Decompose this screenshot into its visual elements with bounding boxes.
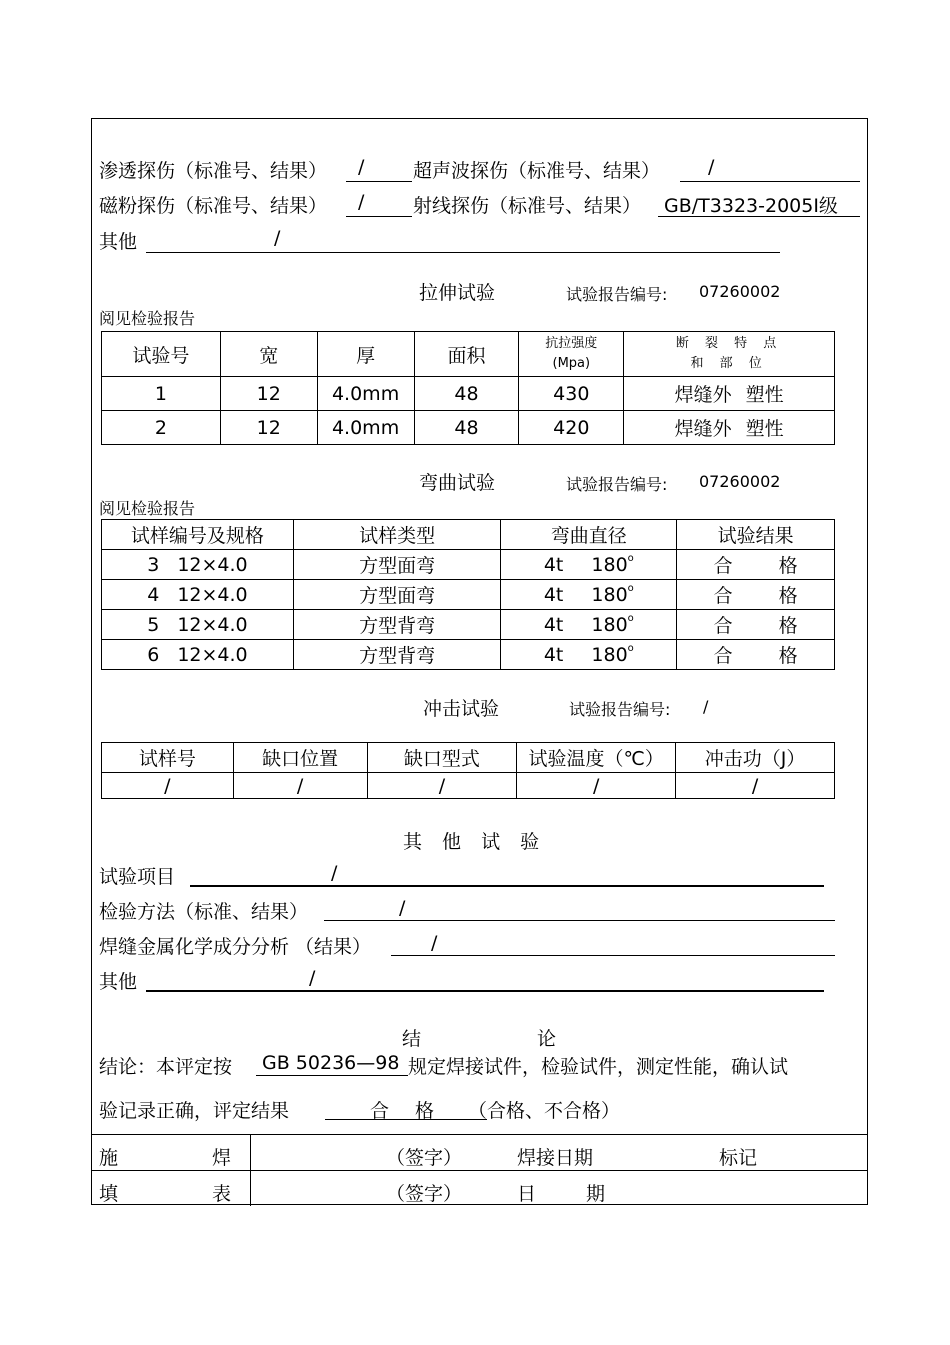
tensile-cell: 1 [102, 377, 221, 411]
impact-header-row [102, 743, 835, 773]
tensile-header-area: 面积 [414, 332, 519, 377]
other-method-value[interactable]: / [399, 897, 406, 919]
bend-report-label: 试验报告编号: [566, 475, 668, 494]
bend-title: 弯曲试验 [419, 472, 496, 494]
bend-cell: 合 格 [677, 640, 835, 670]
tensile-header-strength-1: 抗拉强度 [545, 336, 598, 351]
bend-header-diameter: 弯曲直径 [501, 520, 677, 550]
conclusion-text2: 验记录正确，评定结果 [99, 1100, 290, 1122]
bend-cell: 合 格 [677, 580, 835, 610]
bend-table [101, 519, 835, 670]
table-row [102, 640, 835, 670]
bend-cell: 5 12×4.0 [102, 610, 294, 640]
tensile-header-fracture-1: 断 裂 特 点 [675, 336, 783, 351]
bend-header-result: 试验结果 [677, 520, 835, 550]
other-tests-title: 其 他 试 验 [403, 831, 540, 853]
tensile-header-strength-2: (Mpa) [552, 356, 591, 371]
tensile-cell: 焊缝外 塑性 [624, 377, 835, 411]
conclusion-standard[interactable]: GB 50236—98 [262, 1052, 400, 1074]
table-row [102, 377, 835, 411]
other-chem-label: 焊缝金属化学成分分析 （结果） [99, 936, 372, 958]
magnetic-underline [346, 216, 412, 217]
bend-cell: 合 格 [677, 550, 835, 580]
radiographic-value[interactable]: GB/T3323-2005Ⅰ级 [664, 195, 838, 217]
tensile-table [101, 331, 835, 445]
other-other-value[interactable]: / [309, 967, 316, 989]
tensile-cell: 2 [102, 411, 221, 445]
ultrasonic-underline [680, 181, 860, 182]
bend-report-no: 07260002 [699, 472, 781, 491]
bend-cell [501, 610, 677, 640]
tensile-cell: 焊缝外 塑性 [624, 411, 835, 445]
tensile-cell: 12 [220, 411, 317, 445]
other-item-label: 试验项目 [99, 866, 176, 888]
weld-label: 施 焊 [99, 1147, 232, 1169]
penetrant-label: 渗透探伤（标准号、结果） [99, 160, 328, 182]
table-row [102, 411, 835, 445]
impact-header-notch-position: 缺口位置 [233, 743, 367, 773]
tensile-cell: 48 [414, 411, 519, 445]
other-other-underline [146, 990, 824, 992]
impact-header-temperature: 试验温度（℃） [517, 743, 676, 773]
fill-label: 填 表 [99, 1183, 232, 1205]
tensile-cell: 48 [414, 377, 519, 411]
impact-cell: / [367, 773, 517, 799]
tensile-see-report: 阅见检验报告 [99, 309, 196, 328]
tensile-header-fracture-2: 和 部 位 [690, 356, 768, 371]
other-other-label: 其他 [99, 971, 138, 993]
tensile-report-no: 07260002 [699, 282, 781, 301]
conclusion-text1: 规定焊接试件，检验试件，测定性能，确认试 [408, 1056, 789, 1078]
bend-cell: 方型面弯 [293, 580, 501, 610]
date-label: 日 期 [517, 1183, 606, 1205]
bend-cell: 方型背弯 [293, 640, 501, 670]
table-row [102, 550, 835, 580]
degree-mark: o [627, 643, 634, 655]
tensile-header-no: 试验号 [102, 332, 221, 377]
impact-cell: / [676, 773, 835, 799]
tensile-cell: 12 [220, 377, 317, 411]
ndt-other-label: 其他 [99, 231, 138, 253]
signature-divider [91, 1170, 868, 1171]
weld-date-label: 焊接日期 [517, 1147, 594, 1169]
impact-header-sample: 试样号 [102, 743, 234, 773]
table-row [102, 773, 835, 799]
other-chem-underline [391, 955, 835, 956]
tensile-header-thickness: 厚 [317, 332, 414, 377]
other-item-underline [190, 885, 824, 887]
bend-cell: 4 12×4.0 [102, 580, 294, 610]
bend-header-type: 试样类型 [293, 520, 501, 550]
tensile-cell: 4.0mm [317, 377, 414, 411]
other-item-value[interactable]: / [331, 862, 338, 884]
bend-diameter-value: 4t 180 [543, 613, 628, 636]
magnetic-label: 磁粉探伤（标准号、结果） [99, 195, 328, 217]
bend-cell [501, 640, 677, 670]
conclusion-result[interactable]: 合 格 [370, 1100, 435, 1122]
tensile-cell: 4.0mm [317, 411, 414, 445]
ndt-other-underline [146, 252, 780, 253]
penetrant-underline [346, 181, 412, 182]
impact-header-energy: 冲击功（J） [676, 743, 835, 773]
other-method-label: 检验方法（标准、结果） [99, 901, 309, 923]
bend-diameter-value: 4t 180 [543, 583, 628, 606]
bend-cell: 合 格 [677, 610, 835, 640]
bend-see-report: 阅见检验报告 [99, 499, 196, 518]
ultrasonic-value[interactable]: / [708, 156, 715, 178]
bend-header-row [102, 520, 835, 550]
fill-sign[interactable]: （签字） [386, 1183, 463, 1205]
impact-report-label: 试验报告编号: [569, 700, 671, 719]
impact-cell: / [517, 773, 676, 799]
impact-cell: / [233, 773, 367, 799]
ndt-other-value[interactable]: / [274, 227, 281, 249]
bend-header-spec: 试样编号及规格 [102, 520, 294, 550]
penetrant-value[interactable]: / [358, 156, 365, 178]
table-row [102, 610, 835, 640]
bend-diameter-value: 4t 180 [543, 643, 628, 666]
bend-cell: 6 12×4.0 [102, 640, 294, 670]
degree-mark: o [627, 553, 634, 565]
impact-cell: / [102, 773, 234, 799]
tensile-title: 拉伸试验 [419, 282, 496, 304]
bend-diameter-value: 4t 180 [543, 553, 628, 576]
conclusion-standard-underline [256, 1075, 408, 1076]
conclusion-prefix: 结论：本评定按 [99, 1056, 233, 1078]
magnetic-value[interactable]: / [358, 191, 365, 213]
ultrasonic-label: 超声波探伤（标准号、结果） [413, 160, 661, 182]
tensile-header-strength [519, 332, 624, 377]
other-chem-value[interactable]: / [431, 932, 438, 954]
bend-cell: 方型面弯 [293, 550, 501, 580]
impact-title: 冲击试验 [423, 698, 500, 720]
tensile-report-label: 试验报告编号: [566, 285, 668, 304]
impact-report-no: / [703, 697, 709, 716]
bend-cell: 方型背弯 [293, 610, 501, 640]
impact-table [101, 742, 835, 799]
degree-mark: o [627, 583, 634, 595]
tensile-header-width: 宽 [220, 332, 317, 377]
tensile-header-row [102, 332, 835, 377]
mark-label: 标记 [719, 1147, 758, 1169]
degree-mark: o [627, 613, 634, 625]
radiographic-label: 射线探伤（标准号、结果） [413, 195, 642, 217]
table-row [102, 580, 835, 610]
tensile-cell: 430 [519, 377, 624, 411]
bend-cell [501, 580, 677, 610]
impact-header-notch-type: 缺口型式 [367, 743, 517, 773]
conclusion-options: （合格、不合格） [468, 1100, 621, 1122]
conclusion-title: 结 论 [402, 1028, 557, 1050]
tensile-header-fracture [624, 332, 835, 377]
bend-cell [501, 550, 677, 580]
bend-cell: 3 12×4.0 [102, 550, 294, 580]
weld-sign[interactable]: （签字） [386, 1147, 463, 1169]
other-method-underline [324, 920, 835, 921]
signature-vline [250, 1135, 251, 1206]
tensile-cell: 420 [519, 411, 624, 445]
